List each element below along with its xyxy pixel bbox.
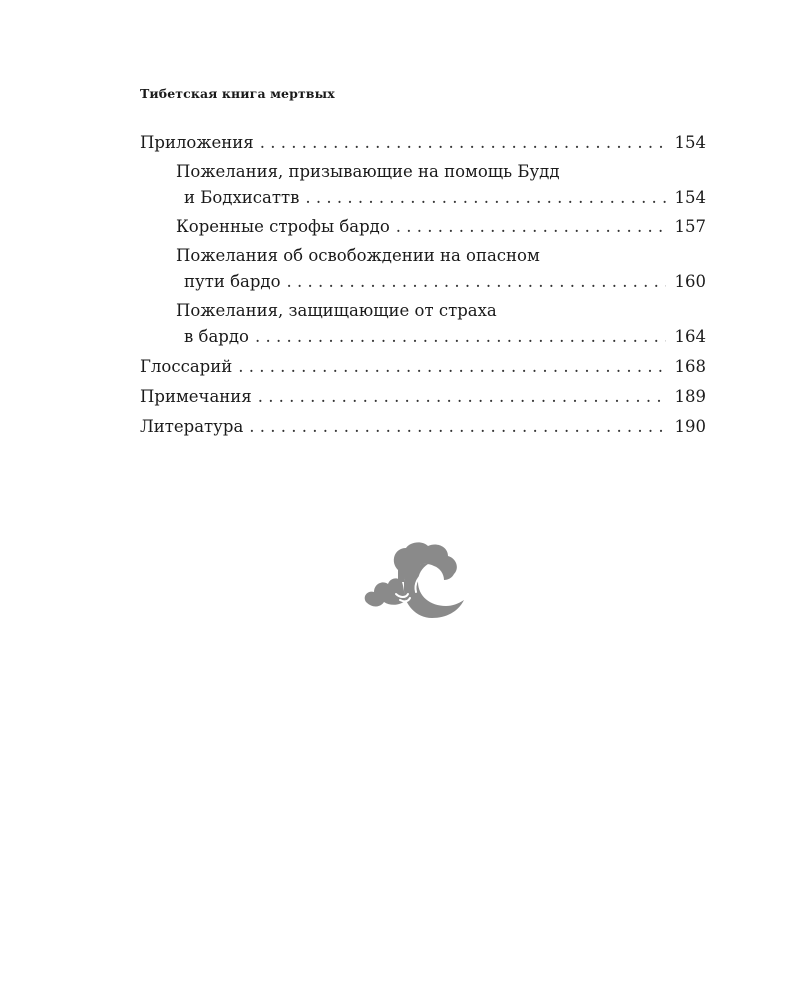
toc-entry-title: Приложения — [140, 133, 254, 152]
toc-entry-literature — [140, 414, 706, 440]
toc-page-number: 154 — [674, 133, 706, 152]
leader-dots — [305, 185, 666, 211]
toc-entry-title: Примечания — [140, 387, 252, 406]
toc-entry-title: Глоссарий — [140, 357, 233, 376]
leader-dots — [238, 354, 666, 380]
toc-page-number: 160 — [674, 272, 706, 291]
running-head: Тибетская книга мертвых — [140, 86, 335, 101]
toc-entry-title: Литература — [140, 417, 244, 436]
leader-dots — [287, 269, 666, 295]
leader-dots — [258, 384, 666, 410]
leader-dots — [249, 414, 666, 440]
toc-page-number: 189 — [674, 387, 706, 406]
toc-entry-title-line1: Пожелания, защищающие от страха — [176, 301, 497, 320]
toc-page-number: 190 — [674, 417, 706, 436]
toc-page-number: 164 — [674, 327, 706, 346]
toc-entry-glossary — [140, 354, 706, 380]
toc-page-number: 157 — [674, 217, 706, 236]
cloud-wave-ornament-icon — [360, 540, 470, 620]
leader-dots — [255, 324, 666, 350]
toc-entry-title-line2: и Бодхисаттв — [184, 188, 300, 207]
toc-entry-title-line1: Пожелания, призывающие на помощь Будд — [176, 162, 560, 181]
leader-dots — [260, 130, 666, 156]
leader-dots — [396, 214, 666, 240]
toc-page-number: 168 — [674, 357, 706, 376]
toc-entry-title-line1: Пожелания об освобождении на опасном — [176, 246, 540, 265]
toc-entry-title: Коренные строфы бардо — [176, 217, 390, 236]
toc-entry-root-verses — [140, 214, 706, 240]
toc-entry-title-line2: в бардо — [184, 327, 249, 346]
toc-entry-appendices — [140, 130, 706, 156]
toc-entry-title-line2: пути бардо — [184, 272, 281, 291]
toc-entry-wishes-protection — [140, 298, 706, 350]
toc-entry-notes — [140, 384, 706, 410]
table-of-contents — [140, 126, 706, 440]
toc-entry-wishes-buddhas — [140, 159, 706, 211]
toc-page-number: 154 — [674, 188, 706, 207]
toc-entry-wishes-liberation — [140, 243, 706, 295]
